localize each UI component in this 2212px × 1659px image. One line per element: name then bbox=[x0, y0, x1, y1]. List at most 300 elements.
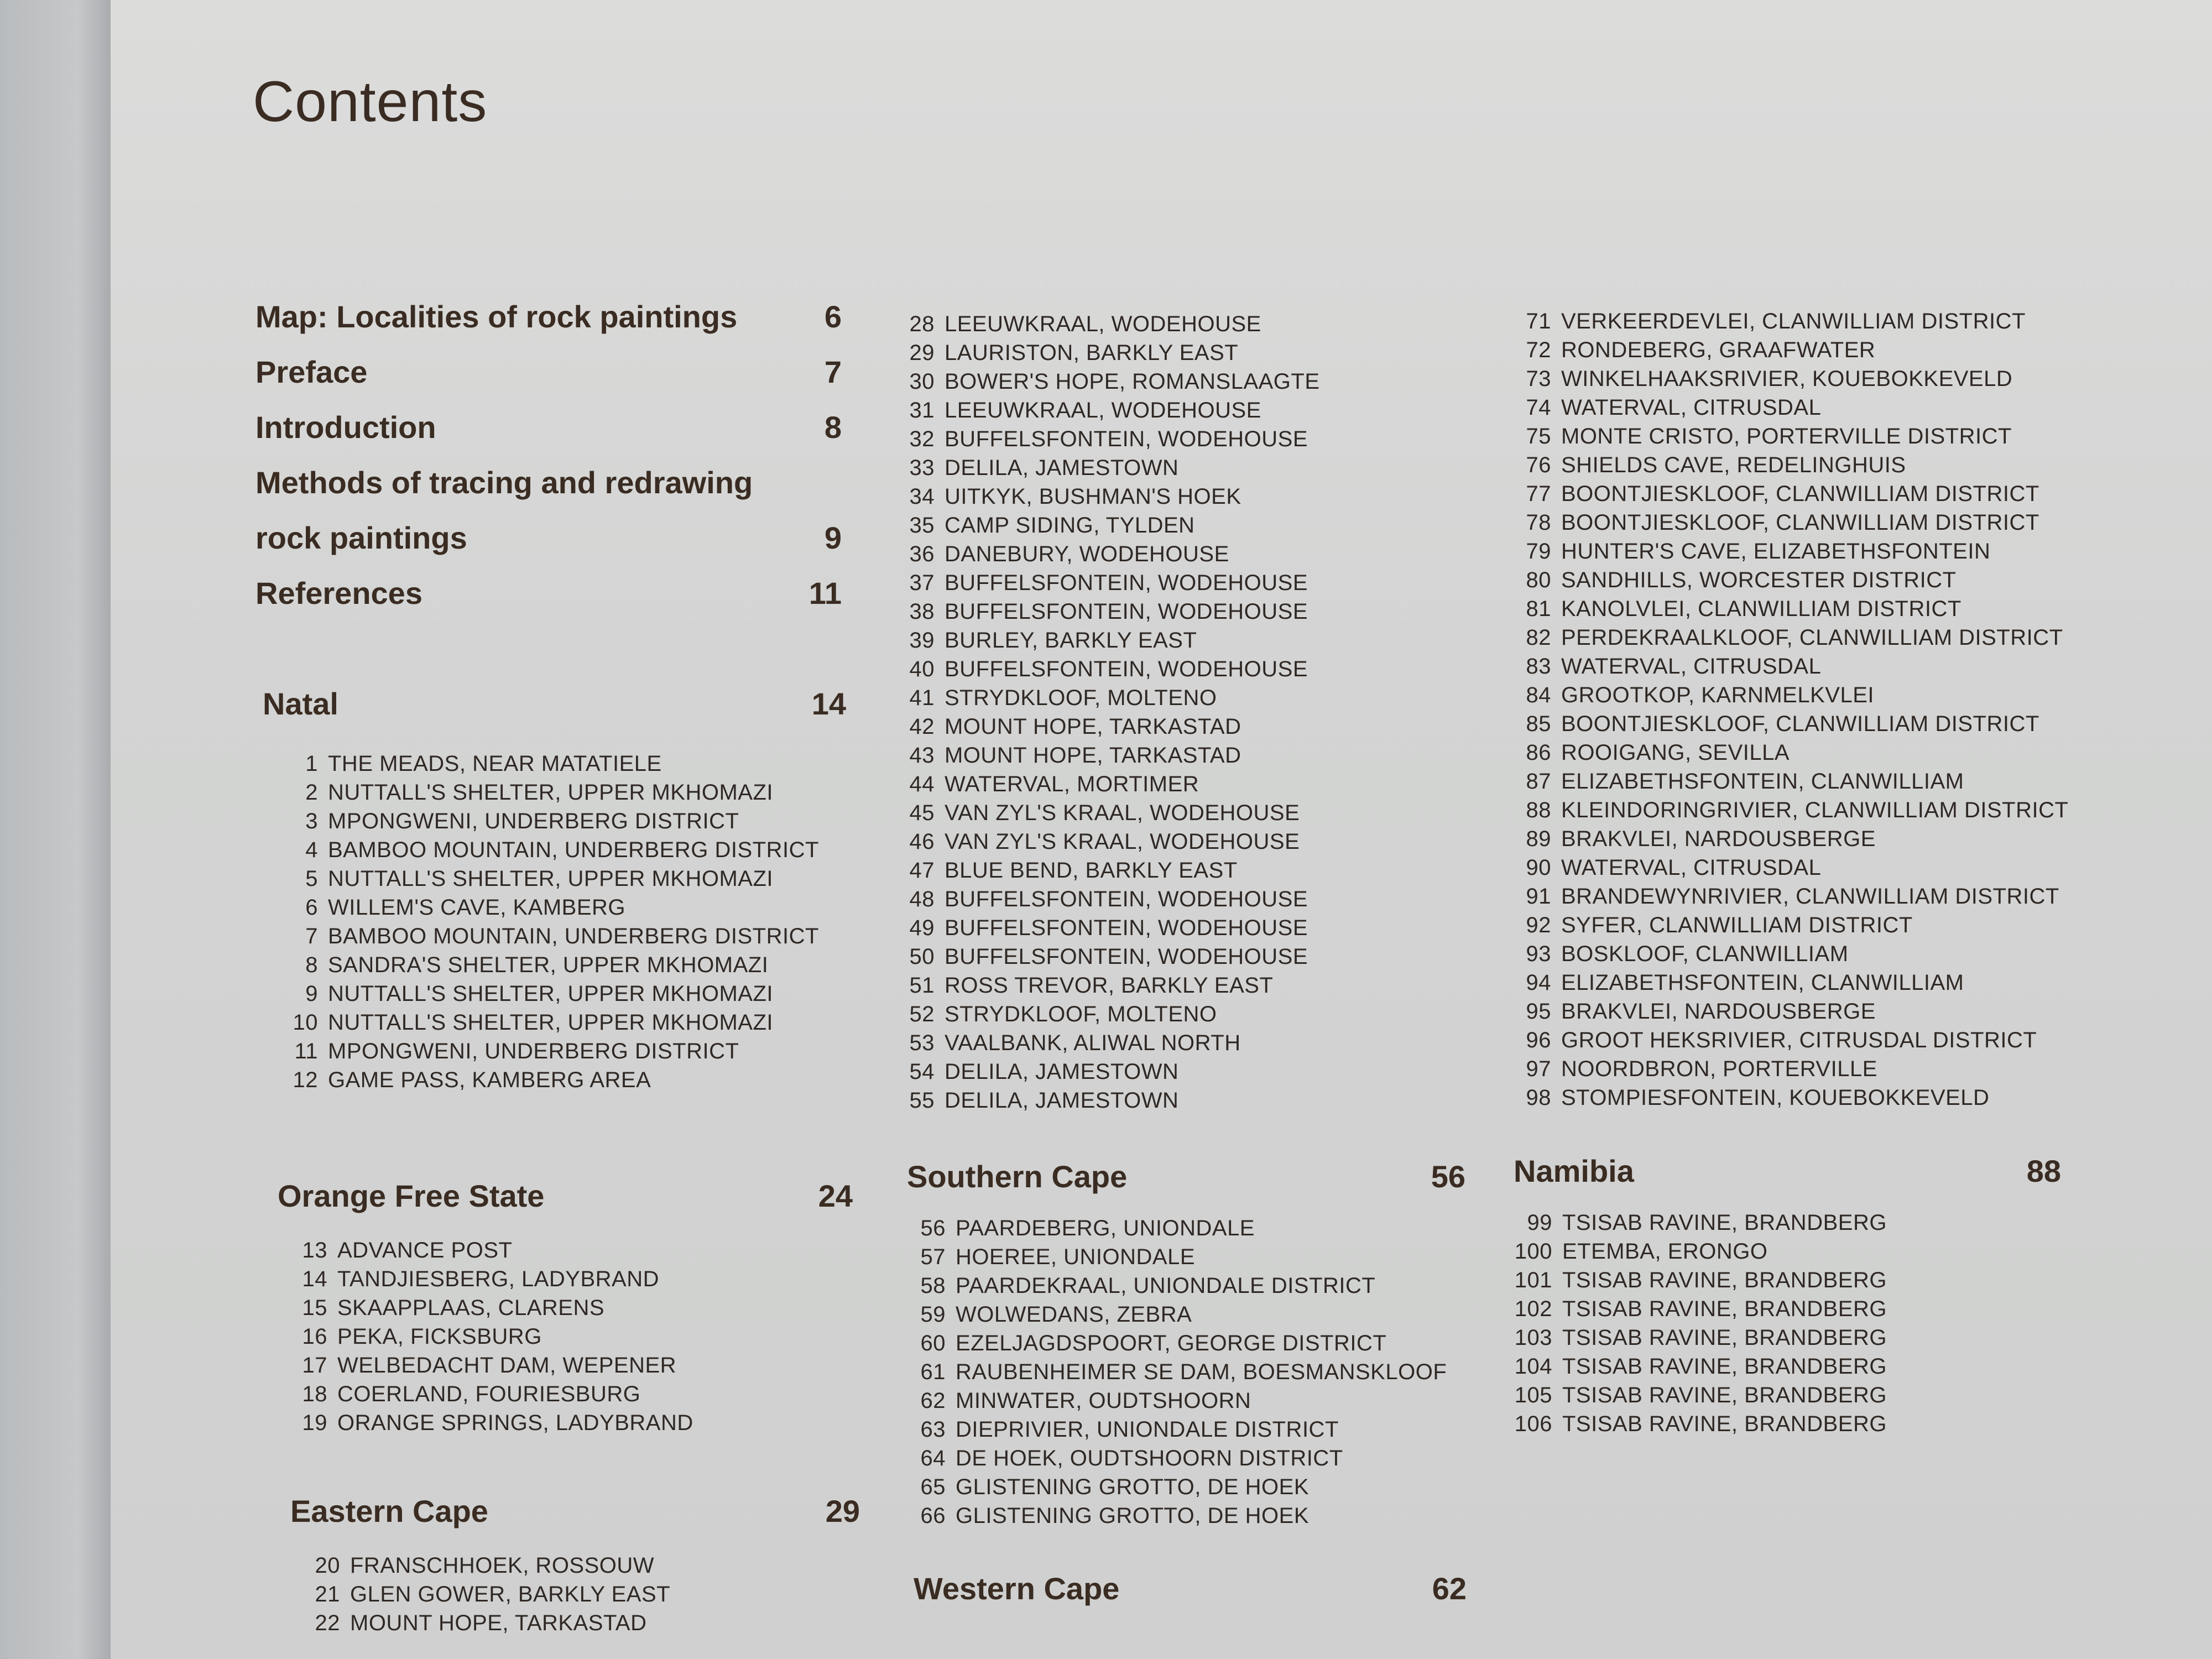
entry-number: 48 bbox=[909, 887, 935, 911]
entry-number: 61 bbox=[920, 1360, 946, 1384]
list-item bbox=[896, 971, 1449, 1000]
entry-number: 5 bbox=[305, 867, 318, 891]
section-natal bbox=[263, 686, 846, 1094]
front-matter bbox=[255, 299, 842, 630]
entry-number: 86 bbox=[1526, 740, 1551, 765]
list-item bbox=[907, 1214, 1465, 1243]
section-title: Western Cape bbox=[914, 1571, 1120, 1606]
entry-locality: VAALBANK, ALIWAL NORTH bbox=[945, 1031, 1241, 1055]
list-item bbox=[896, 827, 1449, 856]
entry-number: 80 bbox=[1526, 568, 1551, 592]
entry-locality: PAARDEKRAAL, UNIONDALE DISTRICT bbox=[956, 1274, 1376, 1298]
entry-locality: DELILA, JAMESTOWN bbox=[945, 1060, 1179, 1084]
list-item bbox=[896, 482, 1449, 511]
section-title: Orange Free State bbox=[278, 1178, 545, 1213]
entry-locality: BURLEY, BARKLY EAST bbox=[945, 628, 1197, 653]
entry-locality: NUTTALL'S SHELTER, UPPER MKHOMAZI bbox=[328, 1010, 773, 1035]
list-item bbox=[1512, 853, 2121, 882]
entry-number: 93 bbox=[1526, 942, 1551, 966]
front-matter-label: Map: Localities of rock paintings bbox=[255, 299, 738, 334]
section-page: 24 bbox=[818, 1178, 853, 1213]
section-western-cape bbox=[914, 1571, 1467, 1606]
entry-number: 1 bbox=[305, 752, 318, 776]
entry-locality: KANOLVLEI, CLANWILLIAM DISTRICT bbox=[1561, 597, 1961, 621]
list-item bbox=[907, 1358, 1465, 1386]
entry-locality: BOONTJIESKLOOF, CLANWILLIAM DISTRICT bbox=[1561, 712, 2039, 736]
entry-locality: BLUE BEND, BARKLY EAST bbox=[945, 858, 1238, 883]
entry-number: 65 bbox=[920, 1475, 946, 1499]
entry-number: 18 bbox=[302, 1382, 327, 1406]
list-item bbox=[896, 799, 1449, 827]
entry-locality: MONTE CRISTO, PORTERVILLE DISTRICT bbox=[1561, 424, 2012, 448]
entry-number: 92 bbox=[1526, 913, 1551, 937]
entry-locality: TSISAB RAVINE, BRANDBERG bbox=[1562, 1211, 1887, 1235]
entry-number: 20 bbox=[315, 1553, 340, 1578]
list-item bbox=[289, 1265, 853, 1293]
entry-locality: GLISTENING GROTTO, DE HOEK bbox=[956, 1504, 1310, 1528]
list-item bbox=[896, 655, 1449, 684]
entry-number: 3 bbox=[305, 809, 318, 833]
entry-number: 35 bbox=[909, 513, 935, 538]
entry-number: 105 bbox=[1514, 1383, 1552, 1407]
list-item bbox=[1512, 796, 2121, 825]
entry-locality: DELILA, JAMESTOWN bbox=[945, 1088, 1179, 1113]
entry-locality: BOONTJIESKLOOF, CLANWILLIAM DISTRICT bbox=[1561, 510, 2039, 535]
page-title: Contents bbox=[253, 69, 488, 134]
entry-locality: TSISAB RAVINE, BRANDBERG bbox=[1562, 1412, 1887, 1436]
entry-number: 94 bbox=[1526, 971, 1551, 995]
list-item bbox=[1512, 623, 2121, 652]
entry-locality: NOORDBRON, PORTERVILLE bbox=[1561, 1057, 1877, 1081]
entry-number: 103 bbox=[1514, 1326, 1552, 1350]
entry-number: 64 bbox=[920, 1446, 946, 1470]
entry-number: 7 bbox=[305, 924, 318, 948]
entry-locality: NUTTALL'S SHELTER, UPPER MKHOMAZI bbox=[328, 780, 773, 805]
entry-number: 74 bbox=[1526, 395, 1551, 420]
front-matter-label: Preface bbox=[255, 354, 368, 389]
entry-number: 63 bbox=[920, 1417, 946, 1442]
list-item bbox=[896, 338, 1449, 367]
front-matter-row bbox=[255, 354, 842, 409]
entry-number: 47 bbox=[909, 858, 935, 883]
entry-number: 33 bbox=[909, 456, 935, 480]
entry-number: 16 bbox=[302, 1324, 327, 1349]
entry-number: 81 bbox=[1526, 597, 1551, 621]
entry-number: 46 bbox=[909, 830, 935, 854]
front-matter-page: 8 bbox=[824, 410, 842, 445]
list-item bbox=[301, 1580, 860, 1609]
entry-locality: RAUBENHEIMER SE DAM, BOESMANSKLOOF bbox=[956, 1360, 1447, 1384]
entry-number: 72 bbox=[1526, 338, 1551, 362]
entry-number: 83 bbox=[1526, 654, 1551, 679]
entry-number: 71 bbox=[1526, 309, 1551, 333]
list-item bbox=[279, 1037, 846, 1066]
list-item bbox=[1512, 968, 2121, 997]
entry-locality: GROOT HEKSRIVIER, CITRUSDAL DISTRICT bbox=[1561, 1028, 2037, 1052]
entry-number: 40 bbox=[909, 657, 935, 681]
entry-locality: STOMPIESFONTEIN, KOUEBOKKEVELD bbox=[1561, 1086, 1990, 1110]
entry-locality: VAN ZYL'S KRAAL, WODEHOUSE bbox=[945, 801, 1300, 825]
entry-number: 8 bbox=[305, 953, 318, 977]
entry-locality: PEKA, FICKSBURG bbox=[337, 1324, 542, 1349]
entry-number: 4 bbox=[305, 838, 318, 862]
list-item bbox=[907, 1329, 1465, 1358]
entry-number: 77 bbox=[1526, 482, 1551, 506]
entry-number: 57 bbox=[920, 1245, 946, 1269]
list-item bbox=[301, 1551, 860, 1580]
entry-locality: DANEBURY, WODEHOUSE bbox=[945, 542, 1229, 566]
entry-locality: MPONGWENI, UNDERBERG DISTRICT bbox=[328, 809, 739, 833]
entry-number: 15 bbox=[302, 1296, 327, 1320]
list-item bbox=[896, 942, 1449, 971]
front-matter-row bbox=[255, 299, 842, 354]
list-item bbox=[279, 979, 846, 1008]
entry-number: 56 bbox=[920, 1216, 946, 1240]
entry-number: 39 bbox=[909, 628, 935, 653]
list-item bbox=[907, 1243, 1465, 1271]
entry-locality: MOUNT HOPE, TARKASTAD bbox=[350, 1611, 647, 1635]
entry-number: 19 bbox=[302, 1411, 327, 1435]
entry-locality: VERKEERDEVLEI, CLANWILLIAM DISTRICT bbox=[1561, 309, 2026, 333]
list-item bbox=[1512, 738, 2121, 767]
list-item bbox=[896, 856, 1449, 885]
entry-locality: MOUNT HOPE, TARKASTAD bbox=[945, 714, 1241, 739]
entry-number: 45 bbox=[909, 801, 935, 825]
entry-number: 28 bbox=[909, 312, 935, 336]
entry-locality: BAMBOO MOUNTAIN, UNDERBERG DISTRICT bbox=[328, 838, 819, 862]
entry-locality: RONDEBERG, GRAAFWATER bbox=[1561, 338, 1876, 362]
entry-number: 78 bbox=[1526, 510, 1551, 535]
entry-locality: ROOIGANG, SEVILLA bbox=[1561, 740, 1790, 765]
front-matter-row bbox=[255, 465, 842, 520]
list-item bbox=[1514, 1208, 2061, 1237]
section-heading bbox=[290, 1493, 860, 1529]
entry-locality: MINWATER, OUDTSHOORN bbox=[956, 1389, 1251, 1413]
list-item bbox=[279, 836, 846, 864]
entry-number: 10 bbox=[293, 1010, 318, 1035]
entry-locality: TANDJIESBERG, LADYBRAND bbox=[337, 1267, 659, 1291]
entry-locality: STRYDKLOOF, MOLTENO bbox=[945, 686, 1217, 710]
front-matter-row bbox=[255, 409, 842, 465]
entry-locality: BUFFELSFONTEIN, WODEHOUSE bbox=[945, 916, 1308, 940]
list-item bbox=[1512, 709, 2121, 738]
entry-number: 99 bbox=[1527, 1211, 1552, 1235]
section-title: Natal bbox=[263, 686, 338, 721]
entry-locality: TSISAB RAVINE, BRANDBERG bbox=[1562, 1268, 1887, 1292]
entry-locality: LEEUWKRAAL, WODEHOUSE bbox=[945, 312, 1261, 336]
entry-locality: WATERVAL, CITRUSDAL bbox=[1561, 395, 1822, 420]
entry-number: 79 bbox=[1526, 539, 1551, 564]
list-item bbox=[896, 885, 1449, 914]
entry-locality: PERDEKRAALKLOOF, CLANWILLIAM DISTRICT bbox=[1561, 625, 2063, 650]
entry-number: 96 bbox=[1526, 1028, 1551, 1052]
page-margin bbox=[0, 0, 111, 1659]
front-matter-label: Methods of tracing and redrawing bbox=[255, 465, 753, 500]
entry-locality: PAARDEBERG, UNIONDALE bbox=[956, 1216, 1255, 1240]
list-item bbox=[1512, 911, 2121, 940]
list-item bbox=[907, 1501, 1465, 1530]
entry-locality: BUFFELSFONTEIN, WODEHOUSE bbox=[945, 427, 1308, 451]
list-item bbox=[896, 568, 1449, 597]
entry-locality: FRANSCHHOEK, ROSSOUW bbox=[350, 1553, 655, 1578]
list-item bbox=[1512, 1026, 2121, 1055]
list-item bbox=[1512, 594, 2121, 623]
entry-number: 17 bbox=[302, 1353, 327, 1378]
list-item bbox=[1514, 1266, 2061, 1295]
entry-locality: DELILA, JAMESTOWN bbox=[945, 456, 1179, 480]
list-item bbox=[896, 367, 1449, 396]
entry-locality: DE HOEK, OUDTSHOORN DISTRICT bbox=[956, 1446, 1343, 1470]
entry-locality: BUFFELSFONTEIN, WODEHOUSE bbox=[945, 571, 1308, 595]
list-item bbox=[1512, 307, 2121, 336]
entry-locality: NUTTALL'S SHELTER, UPPER MKHOMAZI bbox=[328, 982, 773, 1006]
front-matter-row bbox=[255, 520, 842, 575]
entry-number: 31 bbox=[909, 398, 935, 422]
front-matter-page: 6 bbox=[824, 299, 842, 334]
entry-list bbox=[289, 1236, 853, 1437]
entry-locality: GLEN GOWER, BARKLY EAST bbox=[350, 1582, 671, 1606]
entry-number: 95 bbox=[1526, 999, 1551, 1024]
entry-number: 75 bbox=[1526, 424, 1551, 448]
entry-number: 34 bbox=[909, 484, 935, 509]
entry-number: 14 bbox=[302, 1267, 327, 1291]
section-namibia bbox=[1514, 1153, 2061, 1438]
list-item bbox=[1512, 393, 2121, 422]
list-item bbox=[301, 1609, 860, 1637]
list-item bbox=[1514, 1352, 2061, 1381]
entry-number: 43 bbox=[909, 743, 935, 768]
section-heading bbox=[914, 1571, 1467, 1606]
list-item bbox=[907, 1300, 1465, 1329]
entry-number: 52 bbox=[909, 1002, 935, 1026]
list-item bbox=[279, 1008, 846, 1037]
entry-number: 51 bbox=[909, 973, 935, 998]
list-item bbox=[289, 1351, 853, 1380]
entry-number: 29 bbox=[909, 341, 935, 365]
entry-locality: BOONTJIESKLOOF, CLANWILLIAM DISTRICT bbox=[1561, 482, 2039, 506]
entry-number: 97 bbox=[1526, 1057, 1551, 1081]
entry-locality: HUNTER'S CAVE, ELIZABETHSFONTEIN bbox=[1561, 539, 1991, 564]
list-item bbox=[896, 1086, 1449, 1115]
list-item bbox=[907, 1386, 1465, 1415]
list-item bbox=[1514, 1381, 2061, 1410]
entry-number: 88 bbox=[1526, 798, 1551, 822]
section-page: 88 bbox=[2026, 1154, 2061, 1188]
entry-number: 62 bbox=[920, 1389, 946, 1413]
entry-number: 106 bbox=[1514, 1412, 1552, 1436]
entry-number: 90 bbox=[1526, 855, 1551, 880]
section-orange-free-state bbox=[278, 1178, 853, 1437]
list-item bbox=[289, 1293, 853, 1322]
front-matter-label: rock paintings bbox=[255, 520, 467, 555]
entry-number: 38 bbox=[909, 599, 935, 624]
entry-locality: ORANGE SPRINGS, LADYBRAND bbox=[337, 1411, 693, 1435]
entry-locality: MOUNT HOPE, TARKASTAD bbox=[945, 743, 1241, 768]
entry-locality: BUFFELSFONTEIN, WODEHOUSE bbox=[945, 945, 1308, 969]
entry-number: 55 bbox=[909, 1088, 935, 1113]
list-item bbox=[1512, 997, 2121, 1026]
section-title: Namibia bbox=[1514, 1154, 1634, 1188]
entry-number: 6 bbox=[305, 895, 318, 920]
entry-number: 22 bbox=[315, 1611, 340, 1635]
entry-number: 9 bbox=[305, 982, 318, 1006]
entry-locality: DIEPRIVIER, UNIONDALE DISTRICT bbox=[956, 1417, 1339, 1442]
list-item bbox=[1514, 1295, 2061, 1323]
list-item bbox=[289, 1408, 853, 1437]
list-item bbox=[896, 425, 1449, 453]
front-matter-row bbox=[255, 575, 842, 630]
list-item bbox=[896, 770, 1449, 799]
section-heading bbox=[1514, 1153, 2061, 1189]
entry-locality: STRYDKLOOF, MOLTENO bbox=[945, 1002, 1217, 1026]
entry-number: 13 bbox=[302, 1238, 327, 1262]
entry-number: 66 bbox=[920, 1504, 946, 1528]
list-item bbox=[1512, 537, 2121, 566]
list-item bbox=[896, 453, 1449, 482]
section-page: 29 bbox=[825, 1494, 860, 1528]
entry-locality: LEEUWKRAAL, WODEHOUSE bbox=[945, 398, 1261, 422]
list-item bbox=[1512, 422, 2121, 451]
list-item bbox=[1512, 508, 2121, 537]
list-item bbox=[896, 310, 1449, 338]
entry-number: 32 bbox=[909, 427, 935, 451]
entry-locality: TSISAB RAVINE, BRANDBERG bbox=[1562, 1297, 1887, 1321]
list-item bbox=[896, 626, 1449, 655]
entry-locality: SKAAPPLAAS, CLARENS bbox=[337, 1296, 605, 1320]
entry-number: 30 bbox=[909, 369, 935, 394]
list-item bbox=[1512, 767, 2121, 796]
list-item bbox=[1512, 652, 2121, 681]
list-item bbox=[907, 1271, 1465, 1300]
front-matter-page: 11 bbox=[808, 576, 842, 611]
entry-locality: WINKELHAAKSRIVIER, KOUEBOKKEVELD bbox=[1561, 367, 2013, 391]
list-item bbox=[896, 1000, 1449, 1029]
column-western-cape-continued bbox=[1512, 307, 2121, 1112]
list-item bbox=[896, 1057, 1449, 1086]
section-title: Eastern Cape bbox=[290, 1494, 488, 1528]
entry-locality: WILLEM'S CAVE, KAMBERG bbox=[328, 895, 626, 920]
entry-locality: VAN ZYL'S KRAAL, WODEHOUSE bbox=[945, 830, 1300, 854]
entry-number: 49 bbox=[909, 916, 935, 940]
list-item bbox=[896, 511, 1449, 540]
entry-locality: BOWER'S HOPE, ROMANSLAAGTE bbox=[945, 369, 1320, 394]
section-eastern-cape bbox=[290, 1493, 860, 1637]
entry-locality: BUFFELSFONTEIN, WODEHOUSE bbox=[945, 657, 1308, 681]
entry-number: 101 bbox=[1514, 1268, 1552, 1292]
entry-locality: LAURISTON, BARKLY EAST bbox=[945, 341, 1239, 365]
entry-locality: MPONGWENI, UNDERBERG DISTRICT bbox=[328, 1039, 739, 1063]
list-item bbox=[896, 540, 1449, 568]
entry-number: 73 bbox=[1526, 367, 1551, 391]
entry-locality: BRANDEWYNRIVIER, CLANWILLIAM DISTRICT bbox=[1561, 884, 2059, 909]
entry-locality: GLISTENING GROTTO, DE HOEK bbox=[956, 1475, 1310, 1499]
entry-locality: THE MEADS, NEAR MATATIELE bbox=[328, 752, 662, 776]
list-item bbox=[279, 864, 846, 893]
entry-number: 11 bbox=[294, 1039, 318, 1063]
entry-locality: KLEINDORINGRIVIER, CLANWILLIAM DISTRICT bbox=[1561, 798, 2069, 822]
entry-locality: BRAKVLEI, NARDOUSBERGE bbox=[1561, 827, 1876, 851]
entry-locality: COERLAND, FOURIESBURG bbox=[337, 1382, 641, 1406]
entry-locality: GAME PASS, KAMBERG AREA bbox=[328, 1068, 651, 1092]
list-item bbox=[1512, 940, 2121, 968]
list-item bbox=[907, 1444, 1465, 1473]
list-item bbox=[279, 807, 846, 836]
entry-list bbox=[1512, 307, 2121, 1112]
entry-locality: GROOTKOP, KARNMELKVLEI bbox=[1561, 683, 1874, 707]
entry-locality: HOEREE, UNIONDALE bbox=[956, 1245, 1196, 1269]
list-item bbox=[1512, 566, 2121, 594]
entry-number: 84 bbox=[1526, 683, 1551, 707]
list-item bbox=[279, 951, 846, 979]
list-item bbox=[1512, 882, 2121, 911]
entry-list bbox=[279, 749, 846, 1094]
entry-locality: TSISAB RAVINE, BRANDBERG bbox=[1562, 1326, 1887, 1350]
entry-locality: SANDHILLS, WORCESTER DISTRICT bbox=[1561, 568, 1957, 592]
list-item bbox=[1512, 1083, 2121, 1112]
entry-number: 2 bbox=[305, 780, 318, 805]
entry-locality: NUTTALL'S SHELTER, UPPER MKHOMAZI bbox=[328, 867, 773, 891]
section-page: 14 bbox=[811, 686, 846, 721]
list-item bbox=[289, 1322, 853, 1351]
entry-number: 36 bbox=[909, 542, 935, 566]
list-item bbox=[1514, 1237, 2061, 1266]
section-heading bbox=[907, 1159, 1465, 1194]
list-item bbox=[1514, 1323, 2061, 1352]
entry-list bbox=[896, 310, 1449, 1115]
entry-number: 58 bbox=[920, 1274, 946, 1298]
entry-number: 76 bbox=[1526, 453, 1551, 477]
list-item bbox=[896, 597, 1449, 626]
entry-locality: BUFFELSFONTEIN, WODEHOUSE bbox=[945, 599, 1308, 624]
column-eastern-cape-continued bbox=[896, 310, 1449, 1115]
list-item bbox=[279, 778, 846, 807]
list-item bbox=[279, 893, 846, 922]
list-item bbox=[896, 741, 1449, 770]
section-title: Southern Cape bbox=[907, 1159, 1128, 1194]
list-item bbox=[896, 1029, 1449, 1057]
entry-number: 42 bbox=[909, 714, 935, 739]
list-item bbox=[907, 1415, 1465, 1444]
front-matter-page: 7 bbox=[824, 354, 842, 389]
entry-locality: SHIELDS CAVE, REDELINGHUIS bbox=[1561, 453, 1906, 477]
list-item bbox=[279, 749, 846, 778]
list-item bbox=[279, 922, 846, 951]
list-item bbox=[1512, 479, 2121, 508]
entry-locality: ADVANCE POST bbox=[337, 1238, 513, 1262]
entry-locality: BAMBOO MOUNTAIN, UNDERBERG DISTRICT bbox=[328, 924, 819, 948]
section-southern-cape bbox=[907, 1159, 1465, 1530]
list-item bbox=[289, 1236, 853, 1265]
entry-locality: WELBEDACHT DAM, WEPENER bbox=[337, 1353, 677, 1378]
front-matter-page: 9 bbox=[824, 520, 842, 555]
section-page: 56 bbox=[1431, 1159, 1465, 1194]
entry-number: 87 bbox=[1526, 769, 1551, 794]
section-heading bbox=[263, 686, 846, 722]
entry-locality: TSISAB RAVINE, BRANDBERG bbox=[1562, 1354, 1887, 1379]
list-item bbox=[896, 914, 1449, 942]
entry-locality: ETEMBA, ERONGO bbox=[1562, 1239, 1768, 1264]
list-item bbox=[896, 684, 1449, 712]
entry-locality: EZELJAGDSPOORT, GEORGE DISTRICT bbox=[956, 1331, 1387, 1355]
entry-number: 85 bbox=[1526, 712, 1551, 736]
entry-number: 21 bbox=[315, 1582, 340, 1606]
entry-locality: BOSKLOOF, CLANWILLIAM bbox=[1561, 942, 1849, 966]
entry-locality: SYFER, CLANWILLIAM DISTRICT bbox=[1561, 913, 1913, 937]
list-item bbox=[1514, 1410, 2061, 1438]
entry-locality: UITKYK, BUSHMAN'S HOEK bbox=[945, 484, 1241, 509]
front-matter-label: Introduction bbox=[255, 410, 436, 445]
entry-locality: BUFFELSFONTEIN, WODEHOUSE bbox=[945, 887, 1308, 911]
